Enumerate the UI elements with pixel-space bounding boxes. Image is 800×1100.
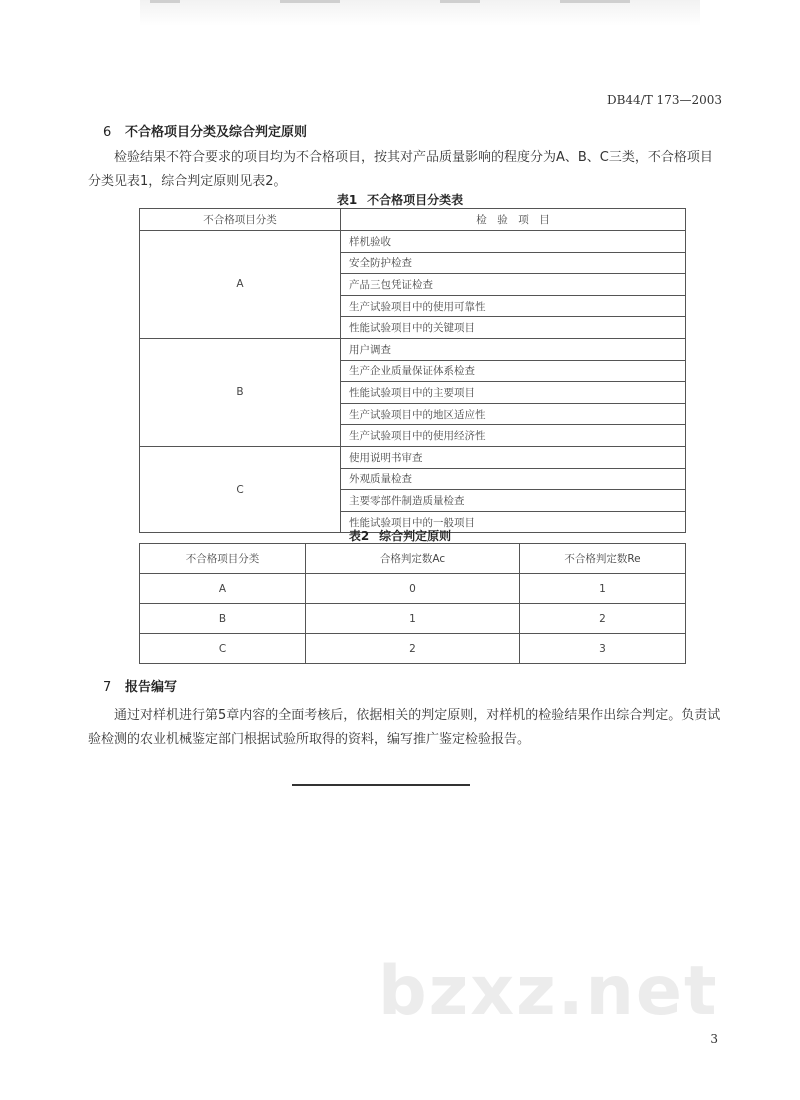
ac-cell: 1	[306, 604, 520, 634]
header-category: 不合格项目分类	[140, 544, 306, 574]
inspection-item-cell: 安全防护检查	[341, 252, 686, 274]
category-cell: A	[140, 231, 341, 339]
table-row	[140, 634, 686, 664]
top-scan-band	[140, 0, 700, 26]
section-number: 6	[103, 125, 112, 140]
re-cell: 3	[520, 634, 686, 664]
header-items: 检 验 项 目	[341, 209, 686, 231]
table-2-caption	[0, 527, 800, 544]
table-1-caption	[0, 191, 800, 208]
end-rule	[292, 784, 470, 786]
inspection-item-cell: 生产试验项目中的使用可靠性	[341, 295, 686, 317]
inspection-item-cell: 外观质量检查	[341, 468, 686, 490]
table-label: 表2	[348, 529, 370, 543]
inspection-item-cell: 生产企业质量保证体系检查	[341, 360, 686, 382]
category-cell: C	[140, 446, 341, 532]
ac-cell: 0	[306, 574, 520, 604]
scan-mark	[150, 0, 180, 3]
re-cell: 1	[520, 574, 686, 604]
table-header-row	[140, 209, 686, 231]
inspection-item-cell: 产品三包凭证检查	[341, 274, 686, 296]
inspection-item-cell: 生产试验项目中的地区适应性	[341, 403, 686, 425]
table-row	[140, 231, 686, 253]
inspection-item-cell: 使用说明书审查	[341, 446, 686, 468]
section-7-paragraph	[88, 704, 724, 752]
table-row	[140, 446, 686, 468]
table-row	[140, 338, 686, 360]
paragraph-text: 检验结果不符合要求的项目均为不合格项目，按其对产品质量影响的程度分为A、B、C三类，不合格项目分类见表1，综合判定原则见表2。	[88, 150, 713, 189]
section-number: 7	[103, 680, 112, 695]
document-number: DB44/T 173—2003	[606, 93, 722, 107]
page-number: 3	[710, 1032, 718, 1046]
table-row	[140, 574, 686, 604]
section-6-paragraph	[88, 146, 724, 194]
table-header-row	[140, 544, 686, 574]
inspection-item-cell: 样机验收	[341, 231, 686, 253]
section-7-heading	[103, 676, 177, 695]
inspection-item-cell: 用户调查	[341, 338, 686, 360]
section-title: 不合格项目分类及综合判定原则	[125, 125, 308, 140]
section-title: 报告编写	[125, 680, 178, 695]
inspection-item-cell: 性能试验项目中的关键项目	[341, 317, 686, 339]
category-cell: B	[140, 604, 306, 634]
inspection-item-cell: 生产试验项目中的使用经济性	[341, 425, 686, 447]
category-cell: B	[140, 338, 341, 446]
nonconformity-classification-table	[139, 208, 686, 533]
inspection-item-cell: 性能试验项目中的主要项目	[341, 382, 686, 404]
table-row	[140, 604, 686, 634]
table-title: 综合判定原则	[379, 529, 452, 543]
scan-mark	[440, 0, 480, 3]
category-cell: A	[140, 574, 306, 604]
inspection-item-cell: 主要零部件制造质量检查	[341, 490, 686, 512]
table-title: 不合格项目分类表	[367, 193, 464, 207]
paragraph-text: 通过对样机进行第5章内容的全面考核后，依据相关的判定原则，对样机的检验结果作出综合判定。负责试验检测的农业机械鉴定部门根据试验所取得的资料，编写推广鉴定检验报告。	[88, 708, 721, 747]
watermark: bzxz.net	[378, 952, 719, 1031]
header-ac: 合格判定数Ac	[306, 544, 520, 574]
section-6-heading	[103, 121, 307, 140]
inspection-item-cell: 性能试验项目中的一般项目	[341, 511, 686, 533]
header-re: 不合格判定数Re	[520, 544, 686, 574]
re-cell: 2	[520, 604, 686, 634]
category-cell: C	[140, 634, 306, 664]
table-label: 表1	[336, 193, 358, 207]
judgement-principle-table	[139, 543, 686, 664]
ac-cell: 2	[306, 634, 520, 664]
scan-mark	[560, 0, 630, 3]
scan-mark	[280, 0, 340, 3]
header-category: 不合格项目分类	[140, 209, 341, 231]
